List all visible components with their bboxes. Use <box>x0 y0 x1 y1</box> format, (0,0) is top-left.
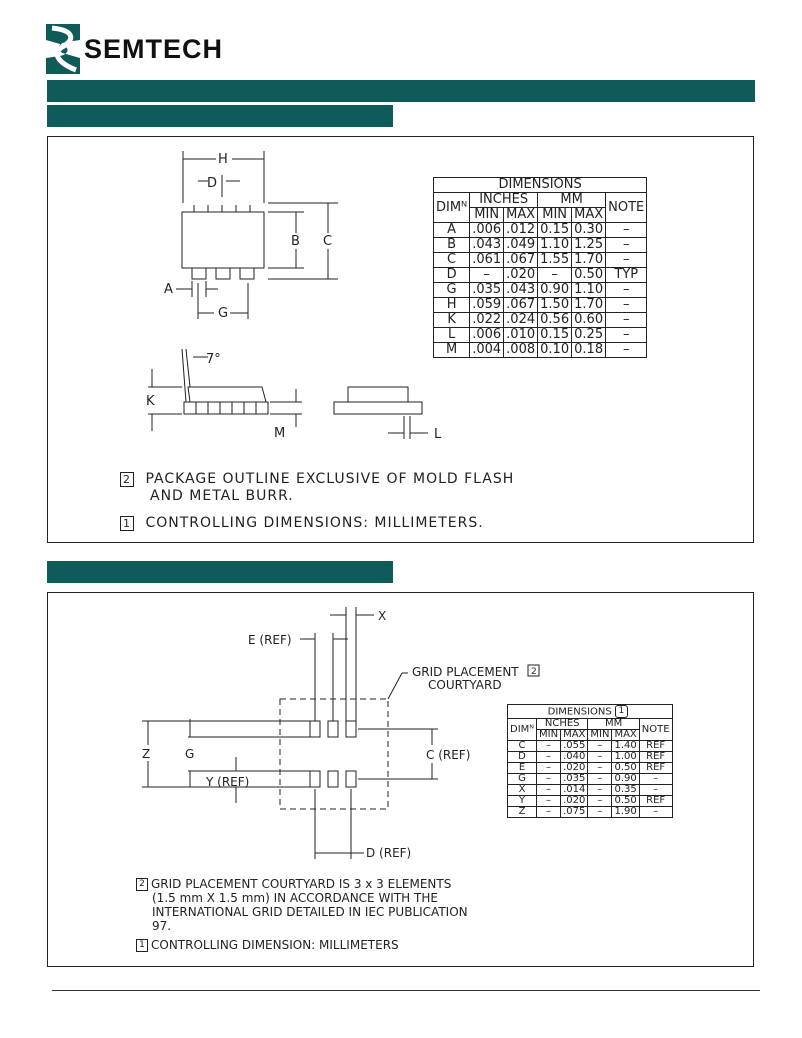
min-header: MIN <box>538 208 572 223</box>
dim-header: DIMᴺ <box>508 719 537 741</box>
table-cell: M <box>434 343 470 358</box>
table-cell: – <box>606 283 647 298</box>
note-number-box: 2 <box>120 472 134 487</box>
table-cell: – <box>639 785 672 796</box>
table-cell: – <box>606 298 647 313</box>
table-cell: – <box>537 807 561 818</box>
table-cell: 1.25 <box>572 238 606 253</box>
table-row <box>434 223 647 238</box>
note-header: NOTE <box>606 193 647 223</box>
semtech-logo-mark <box>46 24 80 74</box>
table-cell: REF <box>639 752 672 763</box>
dim-label-g: G <box>185 747 195 761</box>
table-cell: Z <box>508 807 537 818</box>
grid-label-1: GRID PLACEMENT <box>412 665 519 679</box>
max-header: MAX <box>504 208 538 223</box>
table-row <box>434 328 647 343</box>
table-cell: – <box>537 796 561 807</box>
table-row <box>508 774 673 785</box>
table-cell: 0.60 <box>572 313 606 328</box>
table-cell: – <box>606 238 647 253</box>
table-cell: – <box>538 268 572 283</box>
land-dimensions-table <box>507 704 673 818</box>
table-cell: .049 <box>504 238 538 253</box>
dim-label-c: C <box>323 234 333 249</box>
table-cell: – <box>588 785 612 796</box>
dim-label-m: M <box>274 426 286 441</box>
dim-label-angle: 7° <box>206 352 221 367</box>
table-cell: G <box>434 283 470 298</box>
dim-label-c: C (REF) <box>426 748 471 762</box>
table-cell: 1.10 <box>538 238 572 253</box>
table-cell: 0.35 <box>612 785 639 796</box>
inches-header: NCHES <box>537 719 588 730</box>
table-cell: C <box>434 253 470 268</box>
table-cell: 1.00 <box>612 752 639 763</box>
header-bar <box>47 80 755 102</box>
table-row <box>434 238 647 253</box>
table-cell: .035 <box>470 283 504 298</box>
table-cell: – <box>537 774 561 785</box>
table-cell: .059 <box>470 298 504 313</box>
dim-header: DIMᴺ <box>434 193 470 223</box>
outline-dimensions-table <box>433 177 647 358</box>
note-number-box: 1 <box>136 939 148 952</box>
table-row <box>434 268 647 283</box>
table-cell: .022 <box>470 313 504 328</box>
max-header: MAX <box>572 208 606 223</box>
table-cell: 0.90 <box>538 283 572 298</box>
table-cell: REF <box>639 763 672 774</box>
table-cell: – <box>639 807 672 818</box>
table-row <box>434 298 647 313</box>
table-cell: – <box>588 763 612 774</box>
mm-header: MM <box>588 719 639 730</box>
outline-panel <box>47 136 754 543</box>
table-cell: – <box>639 774 672 785</box>
max-header: MAX <box>561 730 588 741</box>
table-cell: E <box>508 763 537 774</box>
table-cell: .024 <box>504 313 538 328</box>
note-line <box>136 877 468 891</box>
dim-label-k: K <box>146 394 155 409</box>
table-cell: – <box>606 223 647 238</box>
table-cell: .035 <box>561 774 588 785</box>
min-header: MIN <box>588 730 612 741</box>
table-row <box>434 343 647 358</box>
table-cell: REF <box>639 741 672 752</box>
note-text: CONTROLLING DIMENSIONS: MILLIMETERS. <box>145 515 484 531</box>
table-cell: 0.10 <box>538 343 572 358</box>
table-cell: .075 <box>561 807 588 818</box>
note-text: PACKAGE OUTLINE EXCLUSIVE OF MOLD FLASH <box>145 471 515 487</box>
table-row <box>508 796 673 807</box>
note-number-box: 1 <box>120 516 134 531</box>
note-text: CONTROLLING DIMENSION: MILLIMETERS <box>151 938 399 952</box>
table-cell: C <box>508 741 537 752</box>
table-cell: .004 <box>470 343 504 358</box>
dim-label-a: A <box>164 282 173 297</box>
table-cell: .012 <box>504 223 538 238</box>
table-cell: B <box>434 238 470 253</box>
table-cell: – <box>537 752 561 763</box>
table-row <box>508 741 673 752</box>
land-panel <box>47 592 754 967</box>
min-header: MIN <box>537 730 561 741</box>
table-title <box>508 705 673 719</box>
table-cell: – <box>588 796 612 807</box>
table-cell: .010 <box>504 328 538 343</box>
table-body <box>508 741 673 818</box>
note-line: 97. <box>152 919 172 933</box>
grid-label-2: COURTYARD <box>428 678 502 692</box>
note-text: GRID PLACEMENT COURTYARD IS 3 x 3 ELEMENTS <box>151 877 452 891</box>
min-header: MIN <box>470 208 504 223</box>
table-cell: G <box>508 774 537 785</box>
dim-label-b: B <box>291 234 300 249</box>
land-note-1 <box>136 938 399 952</box>
note-header: NOTE <box>639 719 672 741</box>
dim-label-y: Y (REF) <box>206 775 250 789</box>
table-cell: – <box>588 741 612 752</box>
table-cell: – <box>470 268 504 283</box>
dim-label-h: H <box>218 152 228 167</box>
outline-note-2 <box>120 471 514 487</box>
table-cell: K <box>434 313 470 328</box>
table-cell: 0.50 <box>612 796 639 807</box>
table-cell: .055 <box>561 741 588 752</box>
table-cell: D <box>508 752 537 763</box>
dim-label-l: L <box>434 427 442 442</box>
brand-name: SEMTECH <box>84 34 224 64</box>
table-cell: 0.25 <box>572 328 606 343</box>
table-cell: 1.70 <box>572 298 606 313</box>
table-cell: – <box>588 752 612 763</box>
table-title-number: 1 <box>615 705 628 718</box>
note-line: (1.5 mm X 1.5 mm) IN ACCORDANCE WITH THE <box>152 891 438 905</box>
table-cell: 0.15 <box>538 223 572 238</box>
table-cell: 1.55 <box>538 253 572 268</box>
table-body <box>434 223 647 358</box>
table-cell: .067 <box>504 253 538 268</box>
grid-number-box: 2 <box>531 667 537 677</box>
table-cell: .006 <box>470 223 504 238</box>
footer-rule <box>52 990 760 991</box>
table-row <box>434 283 647 298</box>
dim-label-d: D <box>207 176 218 191</box>
table-cell: 0.56 <box>538 313 572 328</box>
table-title: DIMENSIONS <box>434 178 647 193</box>
outline-note-2-cont: AND METAL BURR. <box>150 488 294 504</box>
outline-note-1 <box>120 515 484 531</box>
table-cell: 1.70 <box>572 253 606 268</box>
table-cell: .020 <box>561 796 588 807</box>
table-cell: .061 <box>470 253 504 268</box>
dim-label-g: G <box>218 306 229 321</box>
dim-label-d: D (REF) <box>366 846 412 860</box>
table-cell: .014 <box>561 785 588 796</box>
section-bar-land <box>47 561 393 583</box>
table-cell: .020 <box>561 763 588 774</box>
dim-label-x: X <box>378 609 387 623</box>
inches-header: INCHES <box>470 193 538 208</box>
table-cell: 0.50 <box>612 763 639 774</box>
table-cell: – <box>537 741 561 752</box>
table-cell: 0.15 <box>538 328 572 343</box>
table-cell: 1.50 <box>538 298 572 313</box>
table-row <box>508 785 673 796</box>
table-cell: 1.90 <box>612 807 639 818</box>
section-bar-outline <box>47 105 393 127</box>
table-cell: – <box>588 774 612 785</box>
table-cell: – <box>537 785 561 796</box>
dim-label-z: Z <box>142 747 151 761</box>
table-cell: Y <box>508 796 537 807</box>
table-cell: 1.10 <box>572 283 606 298</box>
table-cell: X <box>508 785 537 796</box>
table-cell: A <box>434 223 470 238</box>
max-header: MAX <box>612 730 639 741</box>
table-row <box>508 752 673 763</box>
table-row <box>434 313 647 328</box>
table-cell: 0.30 <box>572 223 606 238</box>
table-cell: .020 <box>504 268 538 283</box>
table-row <box>508 807 673 818</box>
land-note-2 <box>136 877 468 933</box>
table-cell: .067 <box>504 298 538 313</box>
table-cell: – <box>606 343 647 358</box>
table-cell: 0.50 <box>572 268 606 283</box>
table-row <box>508 763 673 774</box>
table-cell: .008 <box>504 343 538 358</box>
table-cell: .040 <box>561 752 588 763</box>
table-cell: 0.18 <box>572 343 606 358</box>
table-cell: – <box>606 328 647 343</box>
note-line: INTERNATIONAL GRID DETAILED IN IEC PUBLICATION <box>152 905 468 919</box>
table-cell: – <box>606 313 647 328</box>
table-title-text: DIMENSIONS <box>547 706 612 718</box>
table-cell: 1.40 <box>612 741 639 752</box>
table-row <box>434 253 647 268</box>
table-cell: – <box>537 763 561 774</box>
table-cell: H <box>434 298 470 313</box>
table-cell: – <box>606 253 647 268</box>
table-cell: – <box>588 807 612 818</box>
mm-header: MM <box>538 193 606 208</box>
table-cell: 0.90 <box>612 774 639 785</box>
table-cell: TYP <box>606 268 647 283</box>
note-number-box: 2 <box>136 878 148 891</box>
table-cell: D <box>434 268 470 283</box>
dim-label-e: E (REF) <box>248 633 292 647</box>
table-cell: .043 <box>504 283 538 298</box>
table-cell: REF <box>639 796 672 807</box>
table-cell: .006 <box>470 328 504 343</box>
table-cell: L <box>434 328 470 343</box>
table-cell: .043 <box>470 238 504 253</box>
